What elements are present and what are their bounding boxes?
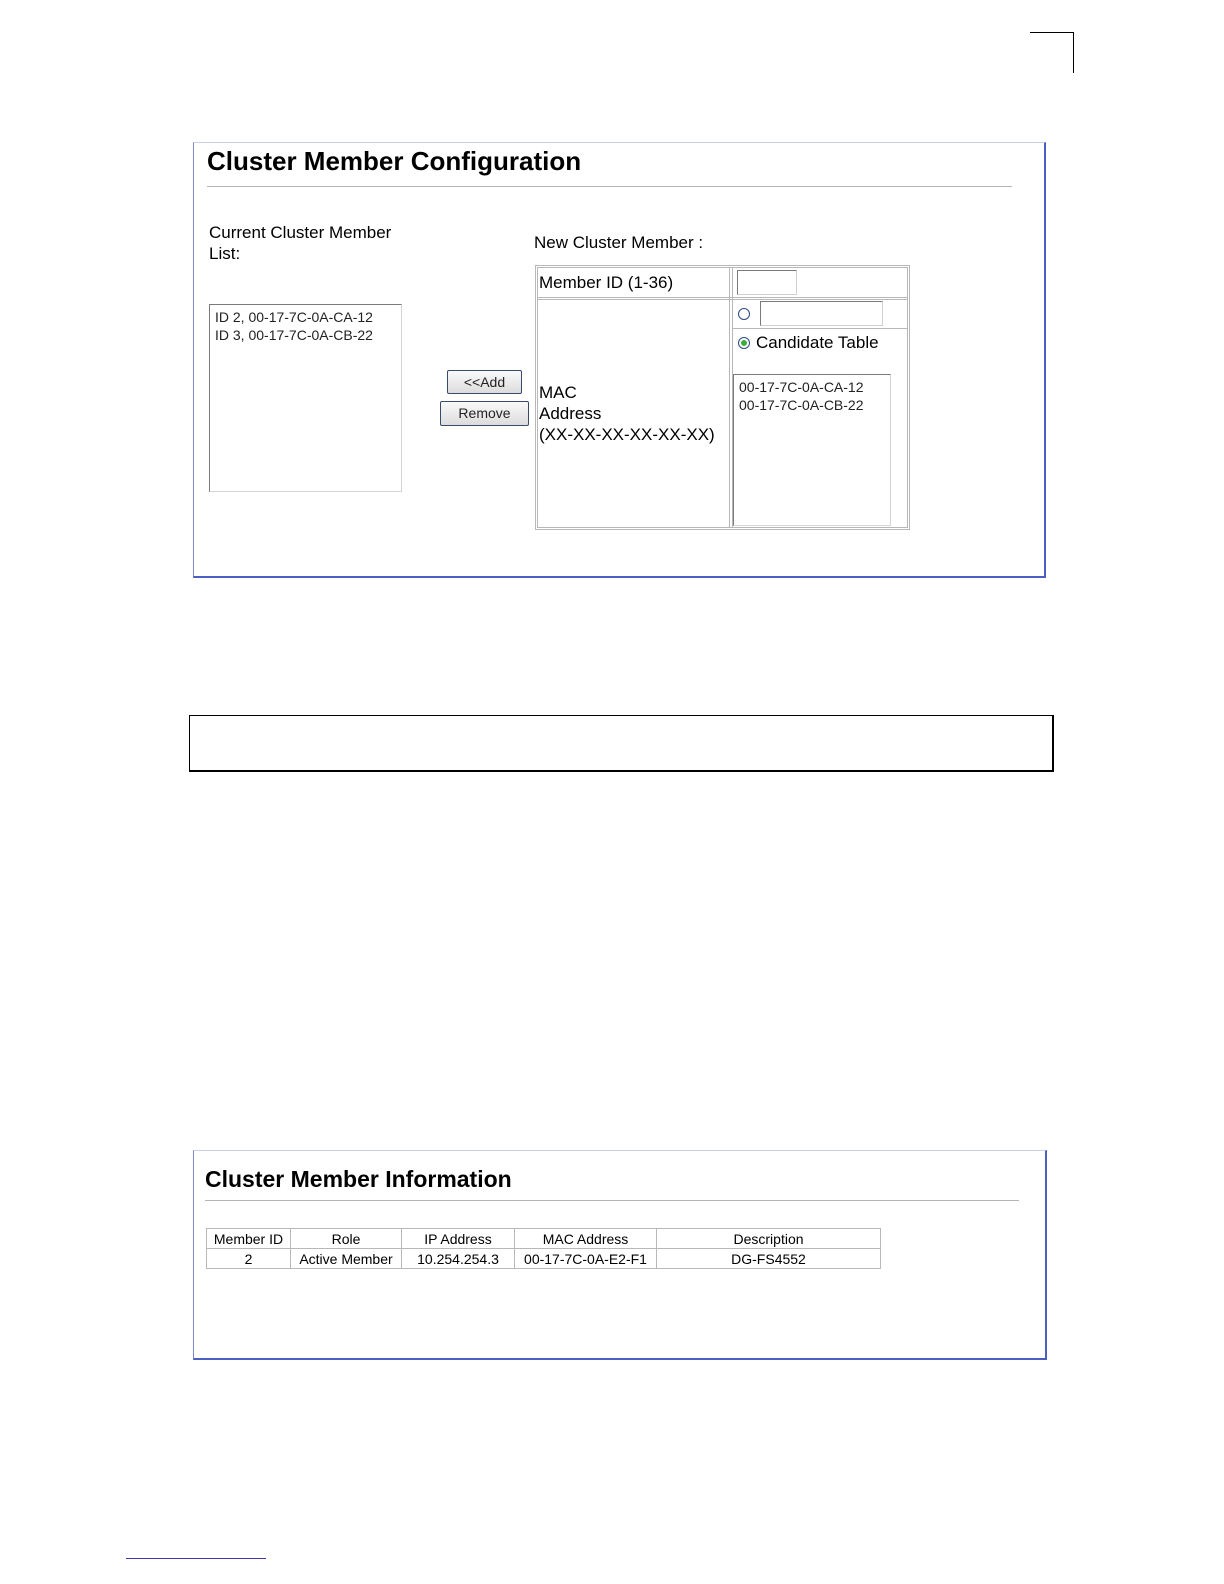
mac-address-cell: 00-17-7C-0A-E2-F1 [515, 1249, 657, 1269]
candidate-table-label: Candidate Table [756, 333, 879, 352]
new-cluster-member-label: New Cluster Member : [534, 233, 704, 252]
mac-address-input[interactable] [760, 301, 883, 326]
member-id-label: Member ID (1-36) [539, 273, 674, 292]
grid-divider [732, 328, 908, 329]
current-member-list-label-line1: Current Cluster Member [209, 223, 392, 242]
member-id-cell: 2 [207, 1249, 291, 1269]
table-header-row [207, 1229, 881, 1249]
column-header: Description [657, 1229, 881, 1249]
info-panel-title: Cluster Member Information [205, 1166, 512, 1192]
grid-divider [537, 527, 908, 528]
mac-address-label-line1: MAC [539, 383, 577, 402]
add-button[interactable]: <<Add [447, 370, 522, 394]
grid-divider [729, 267, 730, 528]
ip-address-cell: 10.254.254.3 [402, 1249, 515, 1269]
current-member-list-label [209, 222, 391, 264]
list-item[interactable]: ID 3, 00-17-7C-0A-CB-22 [215, 327, 373, 343]
footer-rule [126, 1558, 266, 1559]
remove-button[interactable]: Remove [440, 401, 529, 426]
table-row [207, 1249, 881, 1269]
grid-divider [537, 299, 908, 300]
title-divider [207, 186, 1012, 187]
page-title: Cluster Member Configuration [207, 146, 582, 176]
current-member-listbox[interactable] [209, 304, 402, 492]
grid-divider [537, 297, 908, 298]
role-cell: Active Member [291, 1249, 402, 1269]
column-header: IP Address [402, 1229, 515, 1249]
mac-address-label-line3: (XX-XX-XX-XX-XX-XX) [539, 425, 715, 444]
grid-divider [537, 267, 538, 528]
grid-divider [537, 267, 908, 268]
note-box [189, 715, 1054, 772]
column-header: Role [291, 1229, 402, 1249]
crop-mark-horizontal [1030, 32, 1074, 33]
candidate-listbox[interactable] [733, 374, 891, 526]
list-item[interactable]: 00-17-7C-0A-CA-12 [739, 379, 864, 395]
list-item[interactable]: 00-17-7C-0A-CB-22 [739, 397, 864, 413]
description-cell: DG-FS4552 [657, 1249, 881, 1269]
grid-divider [907, 267, 908, 528]
mac-address-label [539, 382, 715, 445]
column-header: MAC Address [515, 1229, 657, 1249]
list-item[interactable]: ID 2, 00-17-7C-0A-CA-12 [215, 309, 373, 325]
cluster-member-table [206, 1228, 881, 1269]
candidate-table-radio[interactable] [738, 337, 750, 349]
current-member-list-label-line2: List: [209, 244, 241, 263]
member-id-input[interactable] [737, 270, 797, 295]
crop-mark-vertical [1073, 32, 1074, 73]
column-header: Member ID [207, 1229, 291, 1249]
mac-manual-radio[interactable] [738, 308, 750, 320]
mac-address-label-line2: Address [539, 404, 602, 423]
info-title-divider [205, 1200, 1019, 1201]
